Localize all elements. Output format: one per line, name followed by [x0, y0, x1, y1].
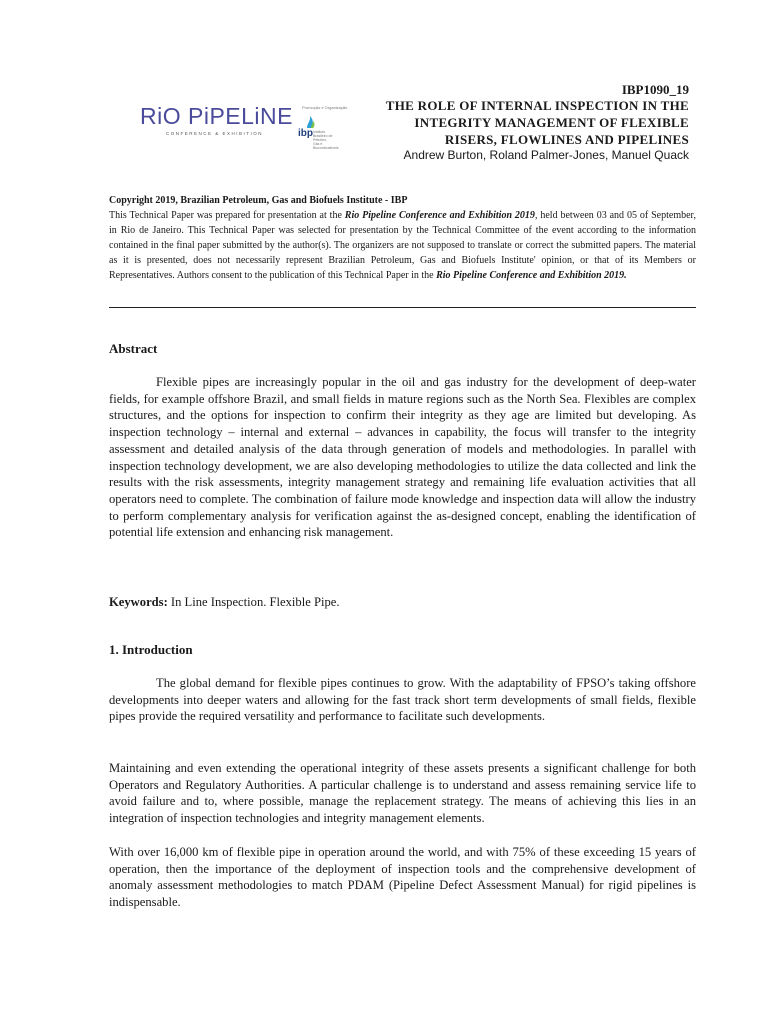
copyright-text: , held between 03 and 05 of September, in Rio de Janeiro. This Technical Paper was selected for presentation by the Technical Committee of the event according to the information contained in the final paper submitted by the author(s). The organizers are not supposed to translate or correct the submitted papers. The material as it is presented, does not necessarily represent Brazilian Petroleum, Gas and Biofuels Institute' opinion, or that of its Members or Representatives. Authors consent to the publication of this Technical Paper in the	[109, 210, 696, 281]
copyright-block	[109, 193, 696, 283]
abstract-heading: Abstract	[109, 341, 158, 356]
title-line: INTEGRITY MANAGEMENT OF FLEXIBLE	[414, 115, 689, 130]
intro-paragraph: With over 16,000 km of flexible pipe in operation around the world, and with 75% of these exceeding 15 years of operation, then the importance of the deployment of inspection tools and the comprehensive development of anomaly assessment methodologies to match PDAM (Pipeline Defect Assessment Manual) for rigid pipelines is indispensable.	[109, 845, 696, 910]
authors: Andrew Burton, Roland Palmer-Jones, Manuel Quack	[403, 148, 689, 162]
keywords-text: In Line Inspection. Flexible Pipe.	[167, 595, 340, 609]
rio-pipeline-logo: RiO PiPELiNE	[140, 103, 293, 129]
ibp-logo-caption: Promoção e Organização	[302, 105, 348, 110]
keywords-label: Keywords:	[109, 595, 168, 609]
copyright-heading: Copyright 2019, Brazilian Petroleum, Gas and Biofuels Institute - IBP	[109, 195, 408, 206]
abstract-text: Flexible pipes are increasingly popular in the oil and gas industry for the development of deep-water fields, for example offshore Brazil, and small fields in mature regions such as the North Sea. Flexibles are complex structures, and the options for inspection to confirm their integrity as they age are limited but developing. As inspection technology – internal and external – advances in capability, the focus will transfer to the integrity assessment and detailed analysis of the data through generation of models and methodologies. In parallel with inspection technology development, we are also developing methodologies to utilize the data collected and link the results with the risk assessments, integrity management strategy and remaining life evaluation activities that all operators need to complete. The combination of failure mode knowledge and inspection data will allow the industry to perform complementary analysis for verification against the as-designed concept, enabling the identification of potential life extension and enhancing risk management.	[109, 375, 696, 540]
rio-pipeline-logo-subtitle: CONFERENCE & EXHIBITION	[166, 131, 264, 136]
paper-id: IBP1090_19	[621, 82, 689, 97]
ibp-logo-tagline: Instituto Brasileiro de Petróleo, Gás e Biocombustíveis	[313, 130, 339, 150]
intro-paragraph: The global demand for flexible pipes continues to grow. With the adaptability of FPSO’s taking offshore developments into deeper waters and allowing for the fast track short term developments of small fields, flexible pipes provide the required versatility and performance to facilitate such developments.	[109, 676, 696, 724]
ibp-logo: ibp	[298, 128, 313, 139]
paper-title	[329, 97, 689, 148]
keywords	[109, 594, 696, 611]
title-line: RISERS, FLOWLINES AND PIPELINES	[444, 132, 689, 147]
event-name: Rio Pipeline Conference and Exhibition 2019.	[436, 270, 627, 281]
introduction-heading: 1. Introduction	[109, 642, 193, 657]
copyright-text: This Technical Paper was prepared for presentation at the	[109, 210, 345, 221]
divider	[109, 307, 696, 308]
intro-paragraph: Maintaining and even extending the operational integrity of these assets presents a significant challenge for both Operators and Regulatory Authorities. A particular challenge is to understand and assess remaining service life to avoid failure and to, where possible, manage the replacement strategy. The means of achieving this lies in an integration of inspection technologies and integrity management elements.	[109, 761, 696, 826]
event-name: Rio Pipeline Conference and Exhibition 2019	[344, 210, 535, 221]
title-line: THE ROLE OF INTERNAL INSPECTION IN THE	[385, 98, 689, 113]
